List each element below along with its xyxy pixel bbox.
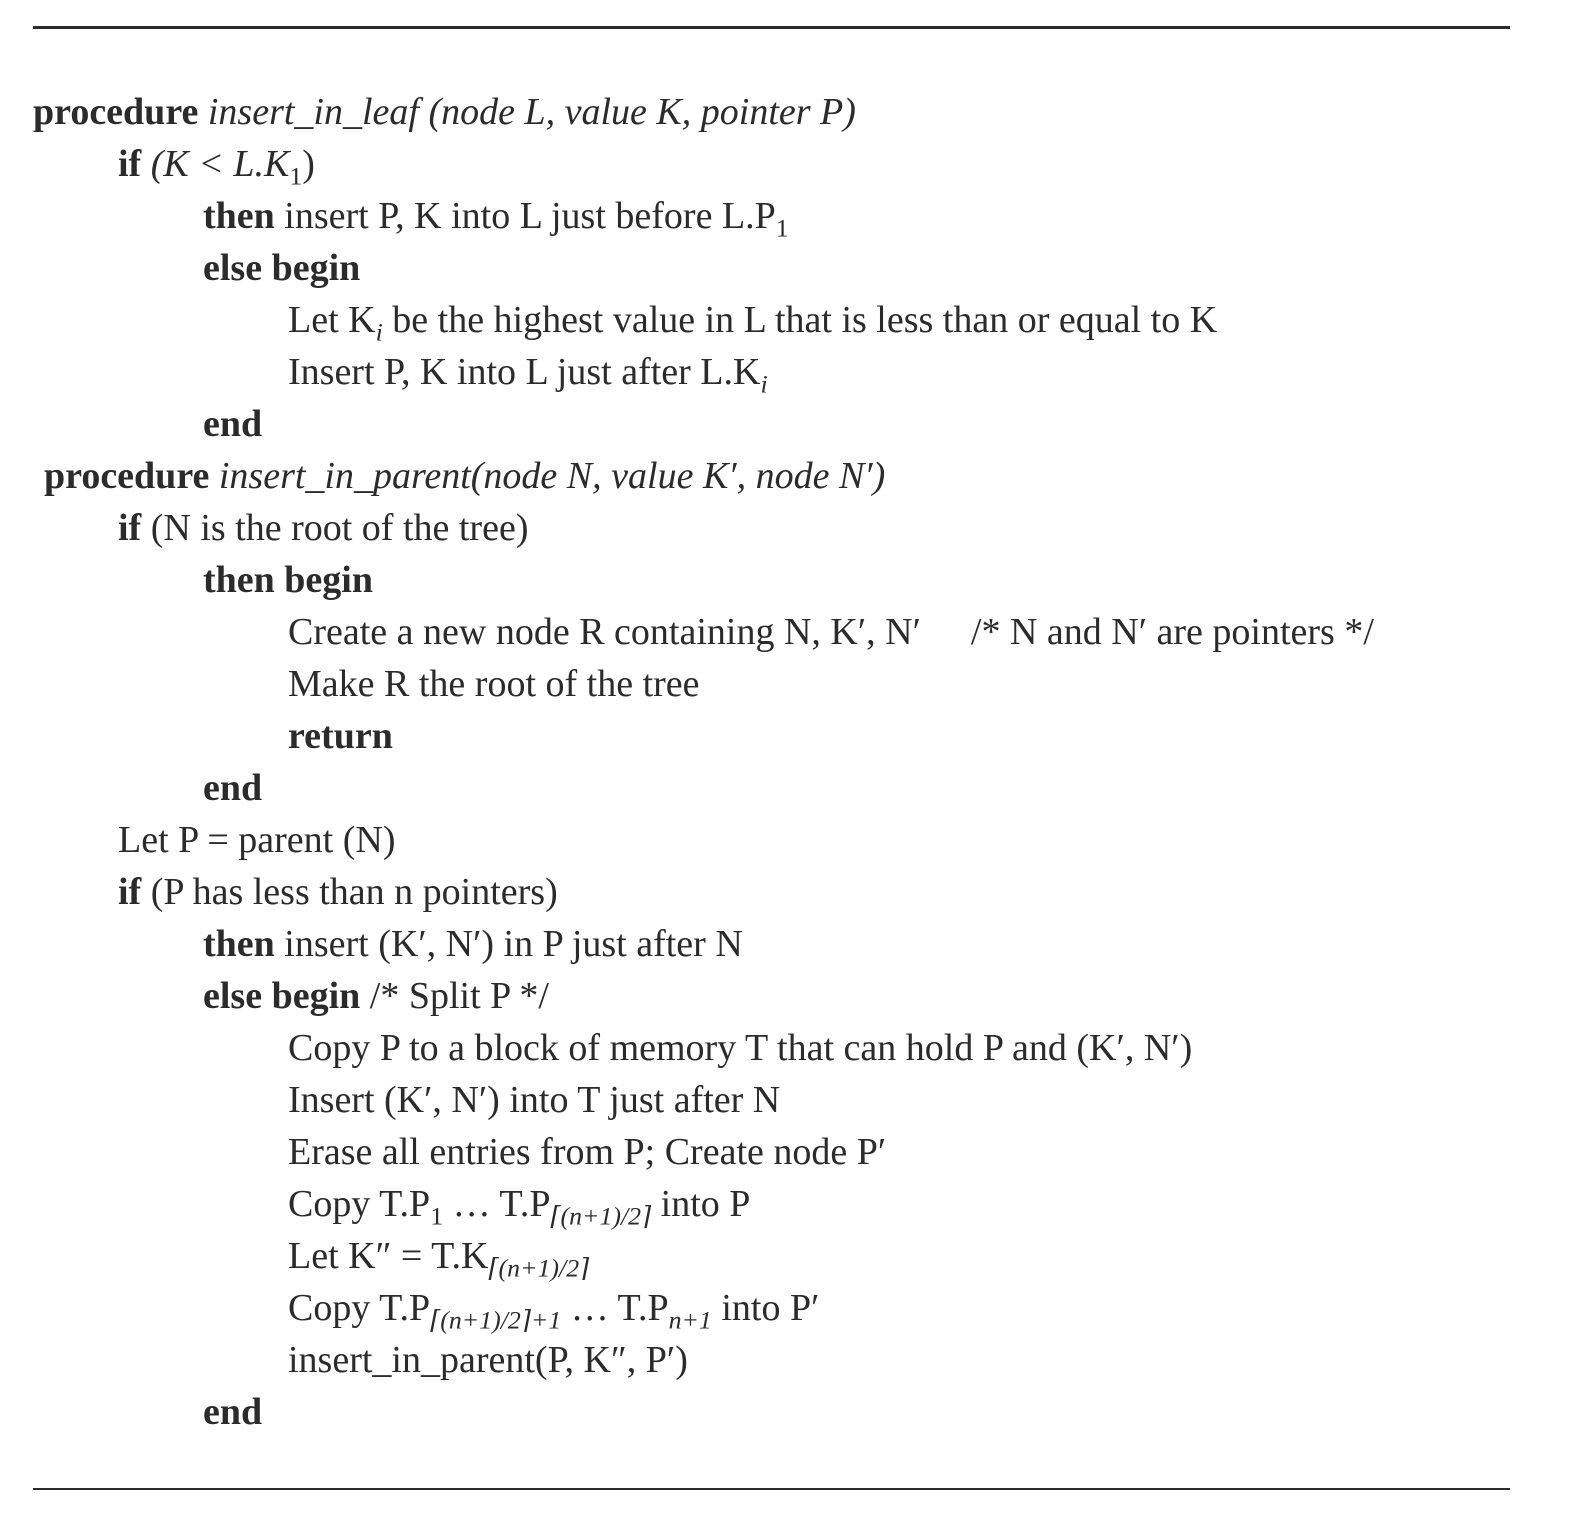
let-parent-text: Let P = parent (N) [118,819,396,861]
let-ki-line [288,298,1217,350]
bottom-rule [33,1488,1510,1490]
keyword-end: end [203,403,263,445]
procedure-params: (node L, value K, pointer P) [428,91,856,133]
subscript: 1 [775,213,789,243]
copy-text: … T.P [443,1183,551,1225]
procedure-header-insert-in-leaf [33,90,856,142]
condition-text: (K < L.K [150,143,290,185]
subscript: i [760,369,768,399]
subscript: ⌈(n+1)/2⌉+1 [430,1305,562,1335]
then-text: insert (K′, N′) in P just after N [284,923,743,965]
copy-text: Copy T.P [288,1183,431,1225]
condition-text: (P has less than n pointers) [150,871,558,913]
end-split-block [203,1390,262,1442]
if-leaf-condition [118,142,315,194]
condition-text: (N is the root of the tree) [150,507,529,549]
keyword-if: if [118,507,142,549]
make-root-text: Make R the root of the tree [288,663,700,705]
keyword-begin: begin [284,559,373,601]
copy-text: into P [651,1183,751,1225]
copy-text: Copy T.P [288,1287,431,1329]
subscript: n+1 [668,1305,712,1335]
keyword-end: end [203,767,263,809]
then-insert-before [203,194,789,246]
insert-after-ki-line [288,350,768,402]
copy-block-text: Copy P to a block of memory T that can hold P and (K′, N′) [288,1027,1193,1069]
erase-entries-line [288,1130,886,1182]
erase-text: Erase all entries from P; Create node P′ [288,1131,887,1173]
keyword-else: else [203,975,263,1017]
keyword-then: then [203,559,275,601]
procedure-params: (node N, value K′, node N′) [470,455,886,497]
keyword-return: return [288,715,393,757]
top-rule [33,26,1510,29]
keyword-end: end [203,1391,263,1433]
subscript: ⌈(n+1)/2⌉ [488,1253,590,1283]
copy-text: into P′ [711,1287,820,1329]
split-comment: /* Split P */ [369,975,549,1017]
procedure-header-insert-in-parent [44,454,885,506]
make-root-line [288,662,700,714]
create-text: Create a new node R containing N, K′, N′ [288,611,921,653]
then-insert-after-n [203,922,743,974]
copy-first-half-line [288,1182,750,1234]
else-begin-split [203,974,549,1026]
copy-to-block-line [288,1026,1192,1078]
insert-text: Insert P, K into L just after L.K [288,351,761,393]
create-root-node-line [288,610,1374,662]
end-root-block [203,766,262,818]
subscript: i [375,317,383,347]
keyword-else: else [203,247,263,289]
keyword-procedure: procedure [33,91,199,133]
keyword-procedure: procedure [44,455,210,497]
subscript: ⌈(n+1)/2⌉ [550,1201,652,1231]
let-rest: be the highest value in L that is less than or equal to K [382,299,1218,341]
pointer-comment: /* N and N′ are pointers */ [970,611,1374,653]
procedure-name: insert_in_parent [218,455,471,497]
insert-into-t-text: Insert (K′, N′) into T just after N [288,1079,781,1121]
let-k-double-prime-line [288,1234,589,1286]
keyword-then: then [203,195,275,237]
end-leaf-else [203,402,262,454]
else-begin [203,246,360,298]
procedure-name: insert_in_leaf [207,91,419,133]
copy-text: … T.P [561,1287,669,1329]
keyword-then: then [203,923,275,965]
subscript: 1 [289,161,303,191]
if-root-condition [118,506,528,558]
let-text: Let K [288,299,376,341]
subscript: 1 [430,1201,444,1231]
keyword-if: if [118,871,142,913]
condition-close: ) [302,143,315,185]
keyword-if: if [118,143,142,185]
copy-second-half-line [288,1286,819,1338]
insert-into-t-line [288,1078,780,1130]
keyword-begin: begin [271,247,361,289]
let-parent-line [118,818,396,870]
recurse-text: insert_in_parent(P, K″, P′) [288,1339,688,1381]
keyword-begin: begin [271,975,361,1017]
then-text: insert P, K into L just before L.P [284,195,776,237]
recursive-call-line [288,1338,688,1390]
then-begin [203,558,373,610]
let-k-text: Let K″ = T.K [288,1235,489,1277]
return-line [288,714,393,766]
if-pointer-count-condition [118,870,558,922]
